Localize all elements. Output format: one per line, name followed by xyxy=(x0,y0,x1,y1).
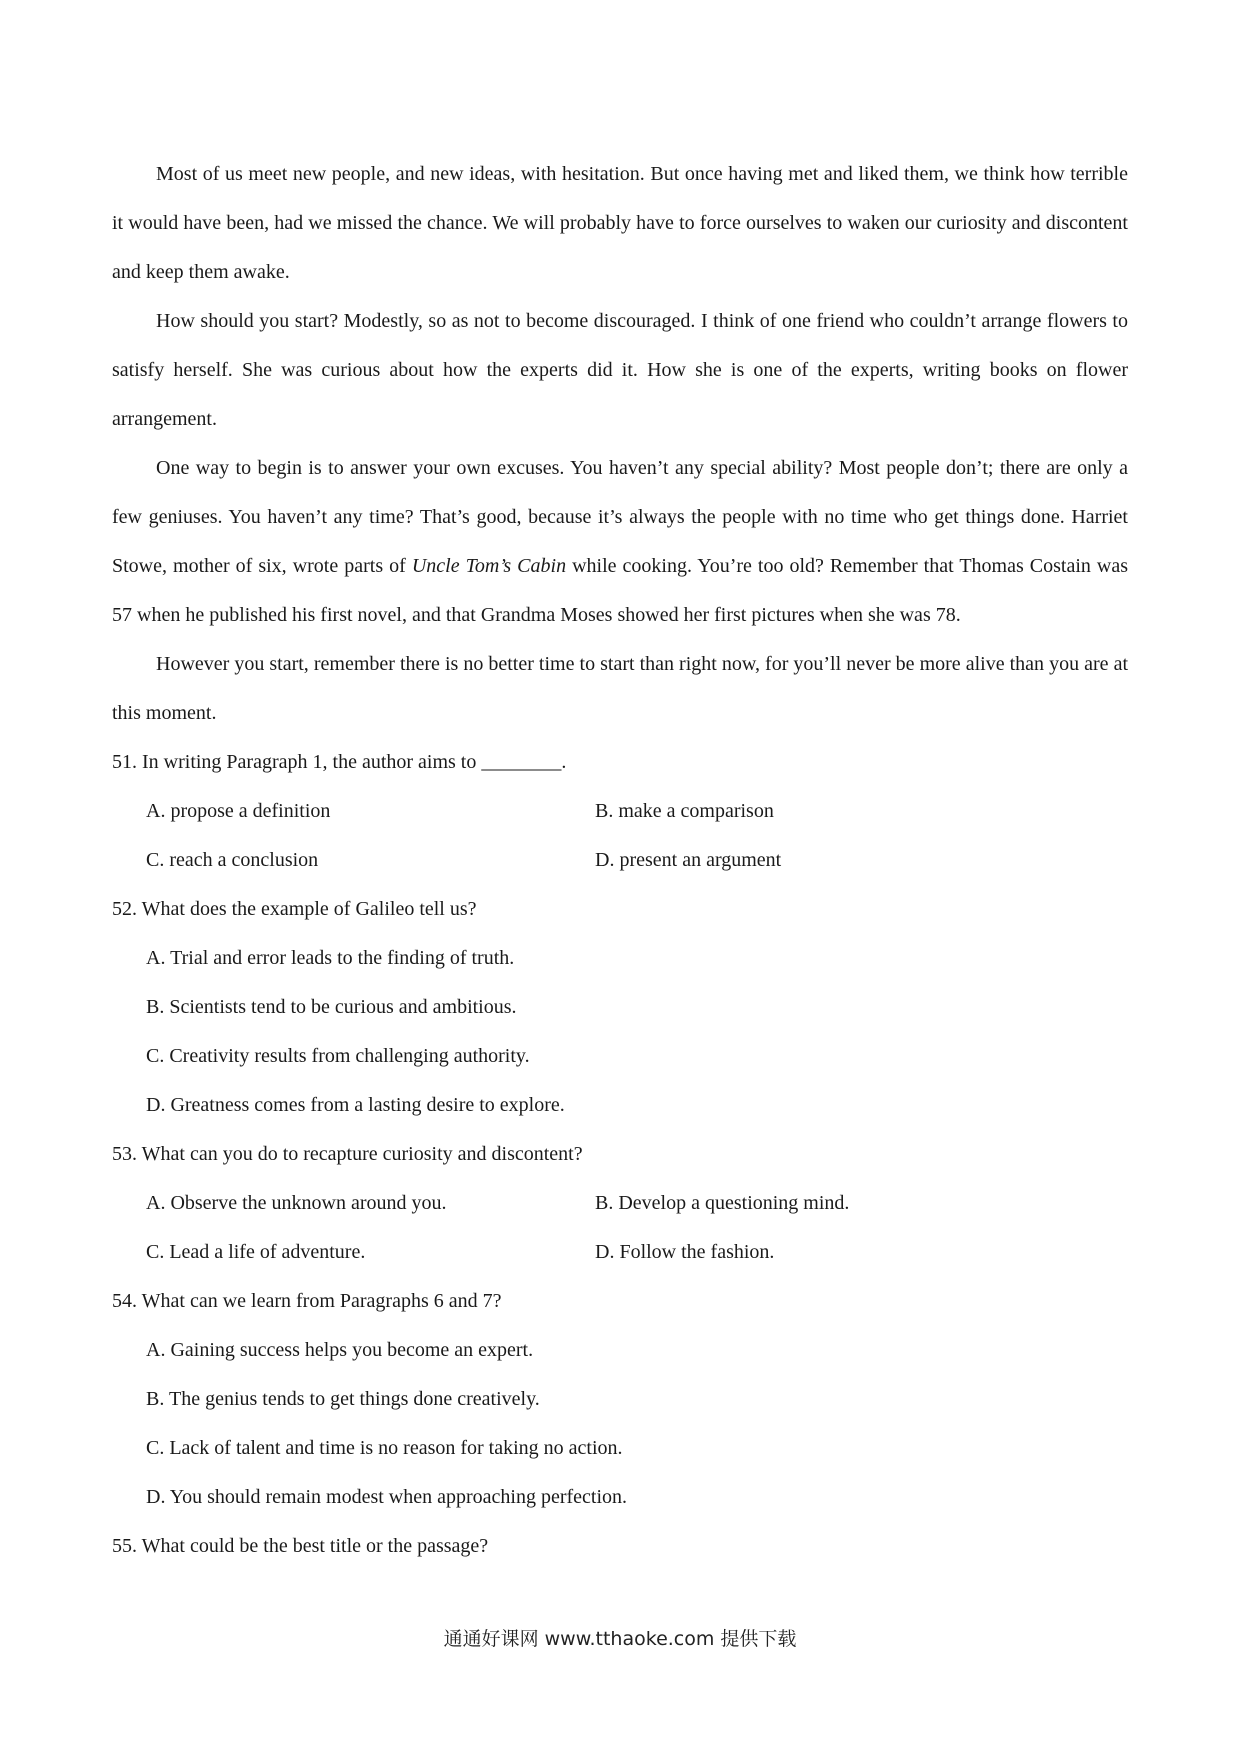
question-stem: 51. In writing Paragraph 1, the author aims to ________. xyxy=(112,751,567,773)
paragraph-4: However you start, remember there is no better time to start than right now, for you’ll never be more alive than you are at this moment. xyxy=(112,653,1128,724)
options-list xyxy=(112,1179,1128,1277)
option-a: A. Observe the unknown around you. xyxy=(146,1192,447,1214)
options-list xyxy=(112,1326,1128,1522)
option-a: A. Gaining success helps you become an expert. xyxy=(146,1339,534,1361)
option-b: B. The genius tends to get things done creatively. xyxy=(146,1388,540,1410)
document-body xyxy=(112,150,1128,1571)
question-53 xyxy=(112,1130,1128,1277)
question-stem: 52. What does the example of Galileo tell us? xyxy=(112,898,477,920)
option-d: D. present an argument xyxy=(595,849,782,871)
option-d: D. You should remain modest when approaching perfection. xyxy=(146,1486,628,1508)
options-list xyxy=(112,934,1128,1130)
book-title: Uncle Tom’s Cabin xyxy=(411,555,567,577)
option-a: A. propose a definition xyxy=(146,800,331,822)
option-b: B. make a comparison xyxy=(595,800,774,822)
option-d: D. Follow the fashion. xyxy=(595,1241,775,1263)
question-52 xyxy=(112,885,1128,1130)
paragraph-3 xyxy=(112,444,1128,640)
page-footer: 通通好课网 www.tthaoke.com 提供下载 xyxy=(443,1628,797,1650)
question-51 xyxy=(112,738,1128,885)
option-c: C. Lack of talent and time is no reason for taking no action. xyxy=(146,1437,623,1459)
option-b: B. Scientists tend to be curious and ambitious. xyxy=(146,996,517,1018)
option-c: C. Creativity results from challenging authority. xyxy=(146,1045,530,1067)
paragraph-2: How should you start? Modestly, so as not to become discouraged. I think of one friend who couldn’t arrange flowers to satisfy herself. She was curious about how the experts did it. How she is one of the experts, writing books on flower arrangement. xyxy=(112,310,1128,430)
question-stem: 54. What can we learn from Paragraphs 6 and 7? xyxy=(112,1290,502,1312)
option-b: B. Develop a questioning mind. xyxy=(595,1192,850,1214)
question-54 xyxy=(112,1277,1128,1522)
options-list xyxy=(112,787,1128,885)
question-stem: 55. What could be the best title or the passage? xyxy=(112,1535,489,1557)
option-a: A. Trial and error leads to the finding of truth. xyxy=(146,947,515,969)
option-c: C. reach a conclusion xyxy=(146,849,319,871)
question-55 xyxy=(112,1522,1128,1571)
paragraph-3-before: One way to begin is to answer your own excuses. You haven’t any special ability? Most people don’t; there are only a few geniuses. You haven’t any time? That’s good, because it’s always the people with no time who get things done. Harriet Stowe, mother of six, wrote parts of xyxy=(112,457,1128,577)
question-stem: 53. What can you do to recapture curiosity and discontent? xyxy=(112,1143,583,1165)
paragraph-1: Most of us meet new people, and new ideas, with hesitation. But once having met and liked them, we think how terrible it would have been, had we missed the chance. We will probably have to force ourselves to waken our curiosity and discontent and keep them awake. xyxy=(112,163,1128,283)
paragraph-3-after: while cooking. You’re too old? Remember that Thomas Costain was 57 when he published his first novel, and that Grandma Moses showed her first pictures when she was 78. xyxy=(112,555,1128,626)
option-c: C. Lead a life of adventure. xyxy=(146,1241,366,1263)
option-d: D. Greatness comes from a lasting desire to explore. xyxy=(146,1094,565,1116)
